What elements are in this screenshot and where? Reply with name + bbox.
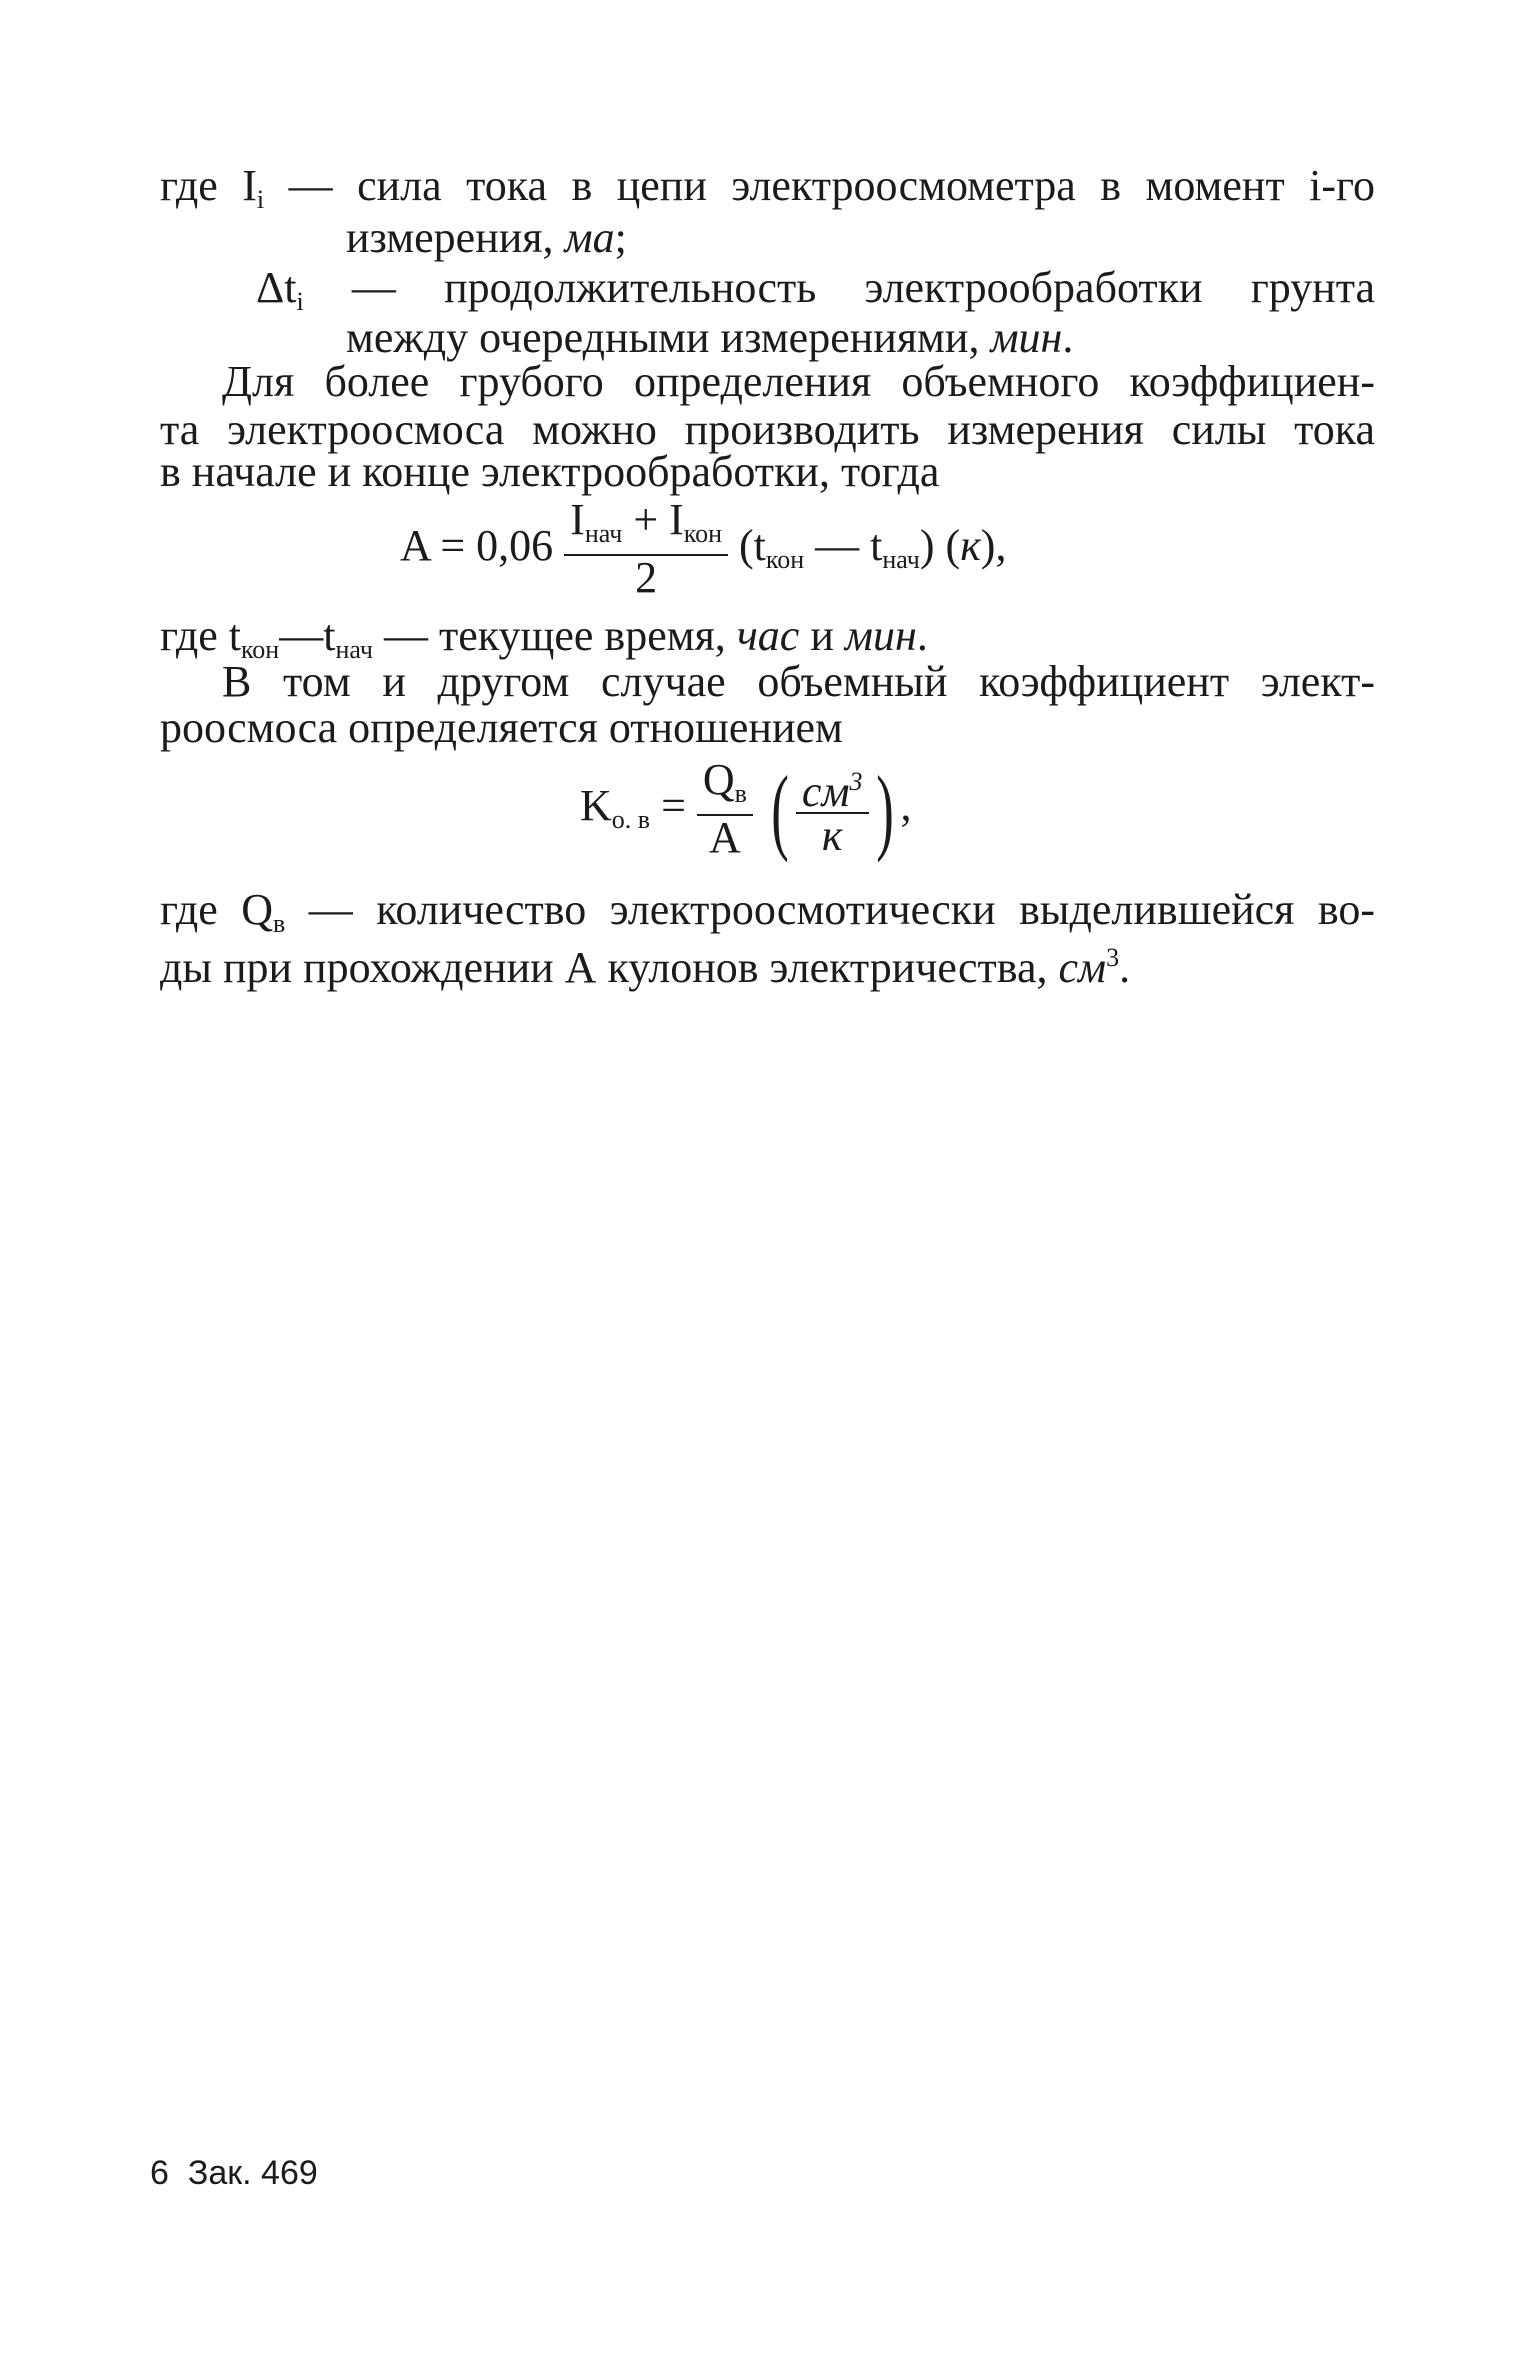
subscript: i [256, 185, 265, 214]
text-fragment: ды при прохождении А кулонов электричества, [160, 943, 1059, 992]
unit-label: см [1058, 943, 1107, 992]
text-fragment: — текущее время, [372, 611, 737, 660]
order-number: Зак. 469 [187, 2154, 318, 2192]
text-fragment: Δt [256, 263, 297, 312]
subscript: кон [241, 635, 280, 664]
symbol: ( [934, 521, 961, 571]
punctuation: ; [614, 213, 627, 262]
definition-line-current [160, 160, 1375, 226]
subscript: о. в [611, 805, 651, 835]
text-fragment: где I [160, 161, 257, 210]
unit-label: ма [564, 213, 615, 262]
definition-continuation [346, 212, 627, 264]
punctuation: . [1119, 943, 1131, 992]
symbol: ) [919, 521, 935, 571]
formula-lhs: A = 0,06 [400, 521, 554, 571]
text-fragment: где Q [160, 885, 273, 934]
punctuation: , [900, 781, 912, 831]
fraction-denominator: 2 [635, 553, 658, 602]
right-paren: ) [875, 756, 894, 863]
fraction [564, 495, 728, 602]
formula-coefficient [580, 755, 912, 863]
subscript: нач [584, 519, 623, 548]
subscript: нач [882, 545, 920, 575]
paragraph-line: Для более грубого определения объемного коэффициен- [222, 357, 1375, 406]
subscript: кон [765, 545, 805, 575]
symbol: + I [622, 495, 684, 544]
fraction-denominator: к [821, 811, 843, 860]
punctuation: . [1062, 313, 1074, 362]
symbol: (t [739, 521, 766, 571]
subscript: i [296, 287, 304, 316]
fraction-numerator [564, 495, 728, 556]
unit-label: мин [844, 611, 917, 660]
text-fragment: где t [160, 611, 241, 660]
fraction-denominator: A [709, 813, 741, 862]
formula-lhs: K [580, 781, 612, 831]
punctuation: . [916, 611, 928, 660]
text-fragment: —t [279, 611, 336, 660]
text-fragment: — сила тока в цепи электроосмометра в момент i-го [264, 161, 1375, 210]
text-fragment: и [799, 611, 845, 660]
text-fragment: — продолжительность электрообработки грунта [303, 263, 1375, 312]
unit-label: см [801, 767, 850, 816]
unit-label: час [736, 611, 800, 660]
subscript: в [734, 779, 747, 808]
fraction-numerator [796, 762, 869, 814]
text-fragment: измерения, [346, 213, 565, 262]
unit-label: к [960, 521, 981, 571]
superscript: 3 [849, 767, 863, 796]
paragraph-line: в начале и конце электрообработки, тогда [160, 447, 940, 496]
formula-charge [400, 495, 1007, 602]
symbol: I [570, 495, 585, 544]
symbol: Q [702, 755, 735, 804]
text-fragment: между очередными измерениями, [346, 313, 991, 362]
subscript: кон [683, 519, 723, 548]
paragraph-line: роосмоса определяется отношением [160, 703, 843, 752]
unit-label: мин [990, 313, 1063, 362]
signature-number: 6 [150, 2154, 169, 2192]
fraction [697, 755, 753, 862]
subscript: нач [335, 635, 373, 664]
paragraph-line: В том и другом случае объемный коэффициент элект- [222, 657, 1375, 706]
text-fragment: — количество электроосмотически выделившейся во- [285, 885, 1375, 934]
page-footer [150, 2154, 318, 2193]
subscript: в [273, 909, 286, 938]
symbol: — t [804, 521, 883, 571]
left-paren: ( [771, 756, 789, 863]
unit-fraction [796, 762, 869, 858]
symbol: = [650, 781, 697, 831]
superscript: 3 [1106, 943, 1120, 972]
definition-continuation [160, 932, 1130, 994]
paragraph-line: та электроосмоса можно производить измерения силы тока [160, 405, 1375, 454]
symbol: ), [980, 521, 1007, 571]
fraction-numerator [697, 755, 753, 816]
